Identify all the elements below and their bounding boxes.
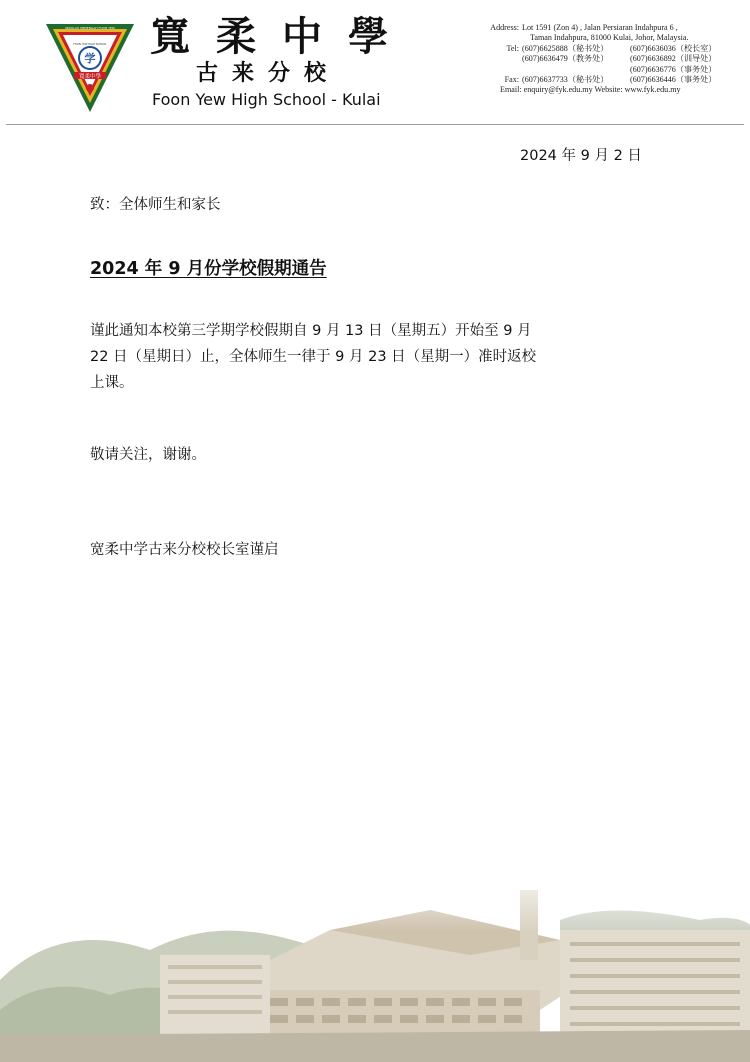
tel-row [482, 54, 730, 64]
branch-name-cn: 古来分校 [196, 60, 341, 86]
tel-number: (607)6636479（教务处） [522, 54, 609, 64]
notice-body [90, 318, 670, 396]
address-line1: Lot 1591 (Zon 4) , Jalan Persiaran Indahpura 6 , [522, 23, 678, 32]
email-website-line [482, 85, 730, 95]
svg-text:学: 学 [84, 52, 96, 65]
address-label: Address: [490, 23, 519, 32]
body-line: 上课。 [90, 375, 134, 391]
address-line [482, 33, 730, 43]
tel-number: (607)6636036（校长室） [630, 43, 717, 53]
svg-text:SEKOLAH MENENGAH FOON YEW: SEKOLAH MENENGAH FOON YEW [65, 26, 115, 30]
fax-number: (607)6637733（秘书处） [522, 75, 609, 85]
email-website: Email: enquiry@fyk.edu.my Website: www.fyk.edu.my [500, 85, 681, 95]
tel-label: Tel: [506, 43, 519, 53]
notice-date: 2024 年 9 月 2 日 [520, 148, 642, 164]
recipient-line: 致：全体师生和家长 [90, 197, 221, 213]
tel-number: (607)6636892（训导处） [630, 54, 717, 64]
svg-text:FOON YEW HIGH SCHOOL: FOON YEW HIGH SCHOOL [73, 43, 107, 46]
signature: 宽柔中学古来分校校长室谨启 [90, 542, 279, 558]
body-line: 谨此通知本校第三学期学校假期自 9 月 13 日（星期五）开始至 9 月 [90, 323, 532, 339]
notice-title: 2024 年 9 月份学校假期通告 [90, 259, 327, 279]
tel-number: (607)6625888（秘书处） [522, 43, 609, 53]
fax-row [482, 75, 730, 85]
campus-building-watermark [0, 860, 750, 1062]
address-line [482, 23, 730, 33]
school-crest-icon [44, 20, 136, 114]
body-line: 22 日（星期日）止，全体师生一律于 9 月 23 日（星期一）准时返校 [90, 349, 537, 365]
svg-text:寬柔中學: 寬柔中學 [78, 74, 102, 80]
header-divider [6, 124, 744, 125]
tel-row [482, 44, 730, 54]
contact-block [482, 23, 730, 96]
school-name-en: Foon Yew High School - Kulai [152, 90, 381, 109]
tel-number [522, 65, 630, 75]
closing-remark: 敬请关注，谢谢。 [90, 447, 206, 463]
fax-label: Fax: [504, 75, 519, 85]
school-name-cn: 寬柔中學 [150, 13, 414, 60]
address-line2: Taman Indahpura, 81000 Kulai, Johor, Malaysia. [530, 33, 689, 43]
tel-row [482, 65, 730, 75]
tel-number: (607)6636776（事务处） [630, 64, 717, 74]
fax-number: (607)6636446（事务处） [630, 75, 717, 85]
